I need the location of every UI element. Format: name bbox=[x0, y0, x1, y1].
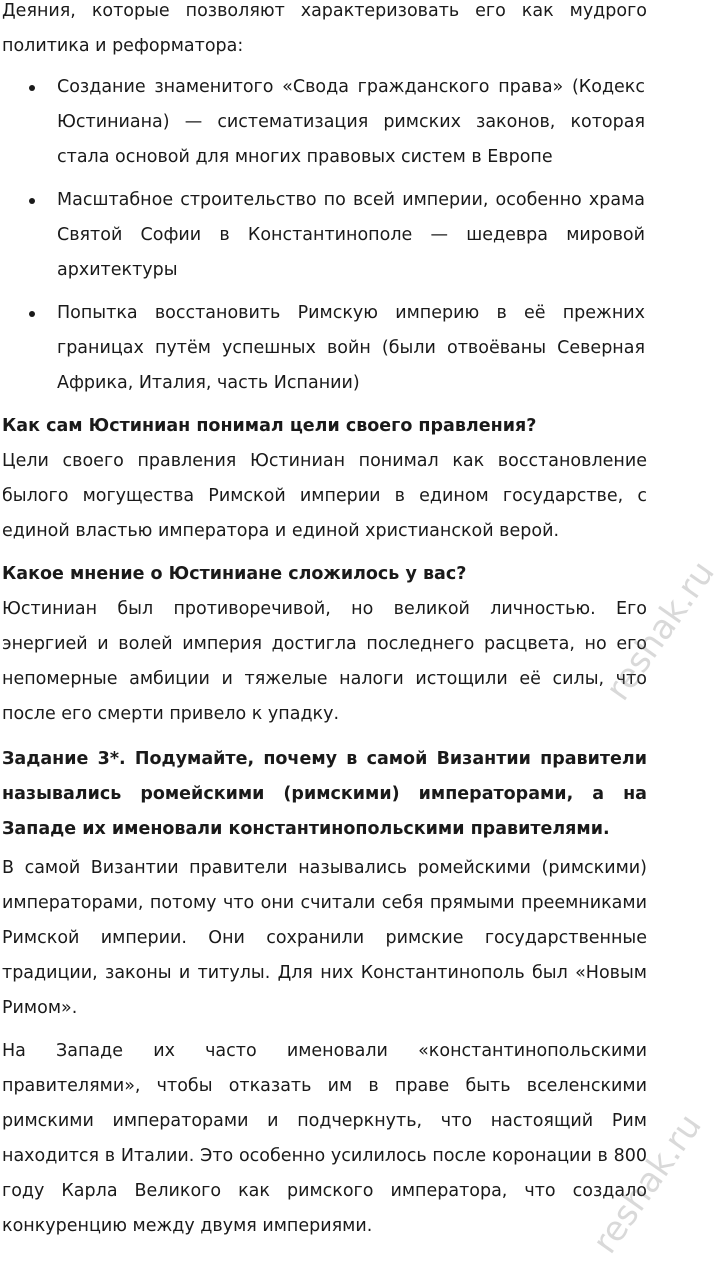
question-heading-opinion: Какое мнение о Юстиниане сложилось у вас? bbox=[2, 564, 467, 584]
deeds-list bbox=[2, 70, 647, 401]
list-item bbox=[2, 296, 647, 401]
bullet-icon bbox=[29, 198, 35, 204]
intro-paragraph: Деяния, которые позволяют характеризовать его как мудрого политика и реформатора: bbox=[2, 1, 647, 56]
list-item-text: Попытка восстановить Римскую империю в её прежних границах путём успешных войн (были отвоёваны Северная Африка, Италия, часть Испании) bbox=[57, 303, 645, 393]
answer-goals: Цели своего правления Юстиниан понимал как восстановление былого могущества Римской империи в едином государстве, с единой властью императора и единой христианской верой. bbox=[2, 451, 647, 541]
question-heading-goals: Как сам Юстиниан понимал цели своего правления? bbox=[2, 416, 537, 436]
list-item-text: Создание знаменитого «Свода гражданского права» (Кодекс Юстиниана) — систематизация римских законов, которая стала основой для многих правовых систем в Европе bbox=[57, 77, 645, 167]
watermark-logo: reshak.ru bbox=[598, 553, 723, 708]
answer-opinion: Юстиниан был противоречивой, но великой личностью. Его энергией и волей империя достигла последнего расцвета, но его непомерные амбиции и тяжелые налоги истощили её силы, что после его смерти привело к упадку. bbox=[2, 599, 647, 724]
bullet-icon bbox=[29, 85, 35, 91]
watermark-logo: reshak.ru bbox=[585, 1106, 710, 1261]
list-item-text: Масштабное строительство по всей империи, особенно храма Святой Софии в Константинополе — шедевра мировой архитектуры bbox=[57, 190, 645, 280]
task-3-answer-1: В самой Византии правители назывались ромейскими (римскими) императорами, потому что они считали себя прямыми преемниками Римской империи. Они сохранили римские государственные традиции, законы и титулы. Для них Константинополь был «Новым Римом». bbox=[2, 858, 647, 1018]
task-3-answer-2: На Западе их часто именовали «константинопольскими правителями», чтобы отказать им в праве быть вселенскими римскими императорами и подчеркнуть, что настоящий Рим находится в Италии. Это особенно усилилось после коронации в 800 году Карла Великого как римского императора, что создало конкуренцию между двумя империями. bbox=[2, 1041, 647, 1236]
list-item bbox=[2, 183, 647, 288]
bullet-icon bbox=[29, 311, 35, 317]
list-item bbox=[2, 70, 647, 175]
task-3-heading: Задание 3*. Подумайте, почему в самой Византии правители назывались ромейскими (римскими) императорами, а на Западе их именовали константинопольскими правителями. bbox=[2, 749, 647, 839]
